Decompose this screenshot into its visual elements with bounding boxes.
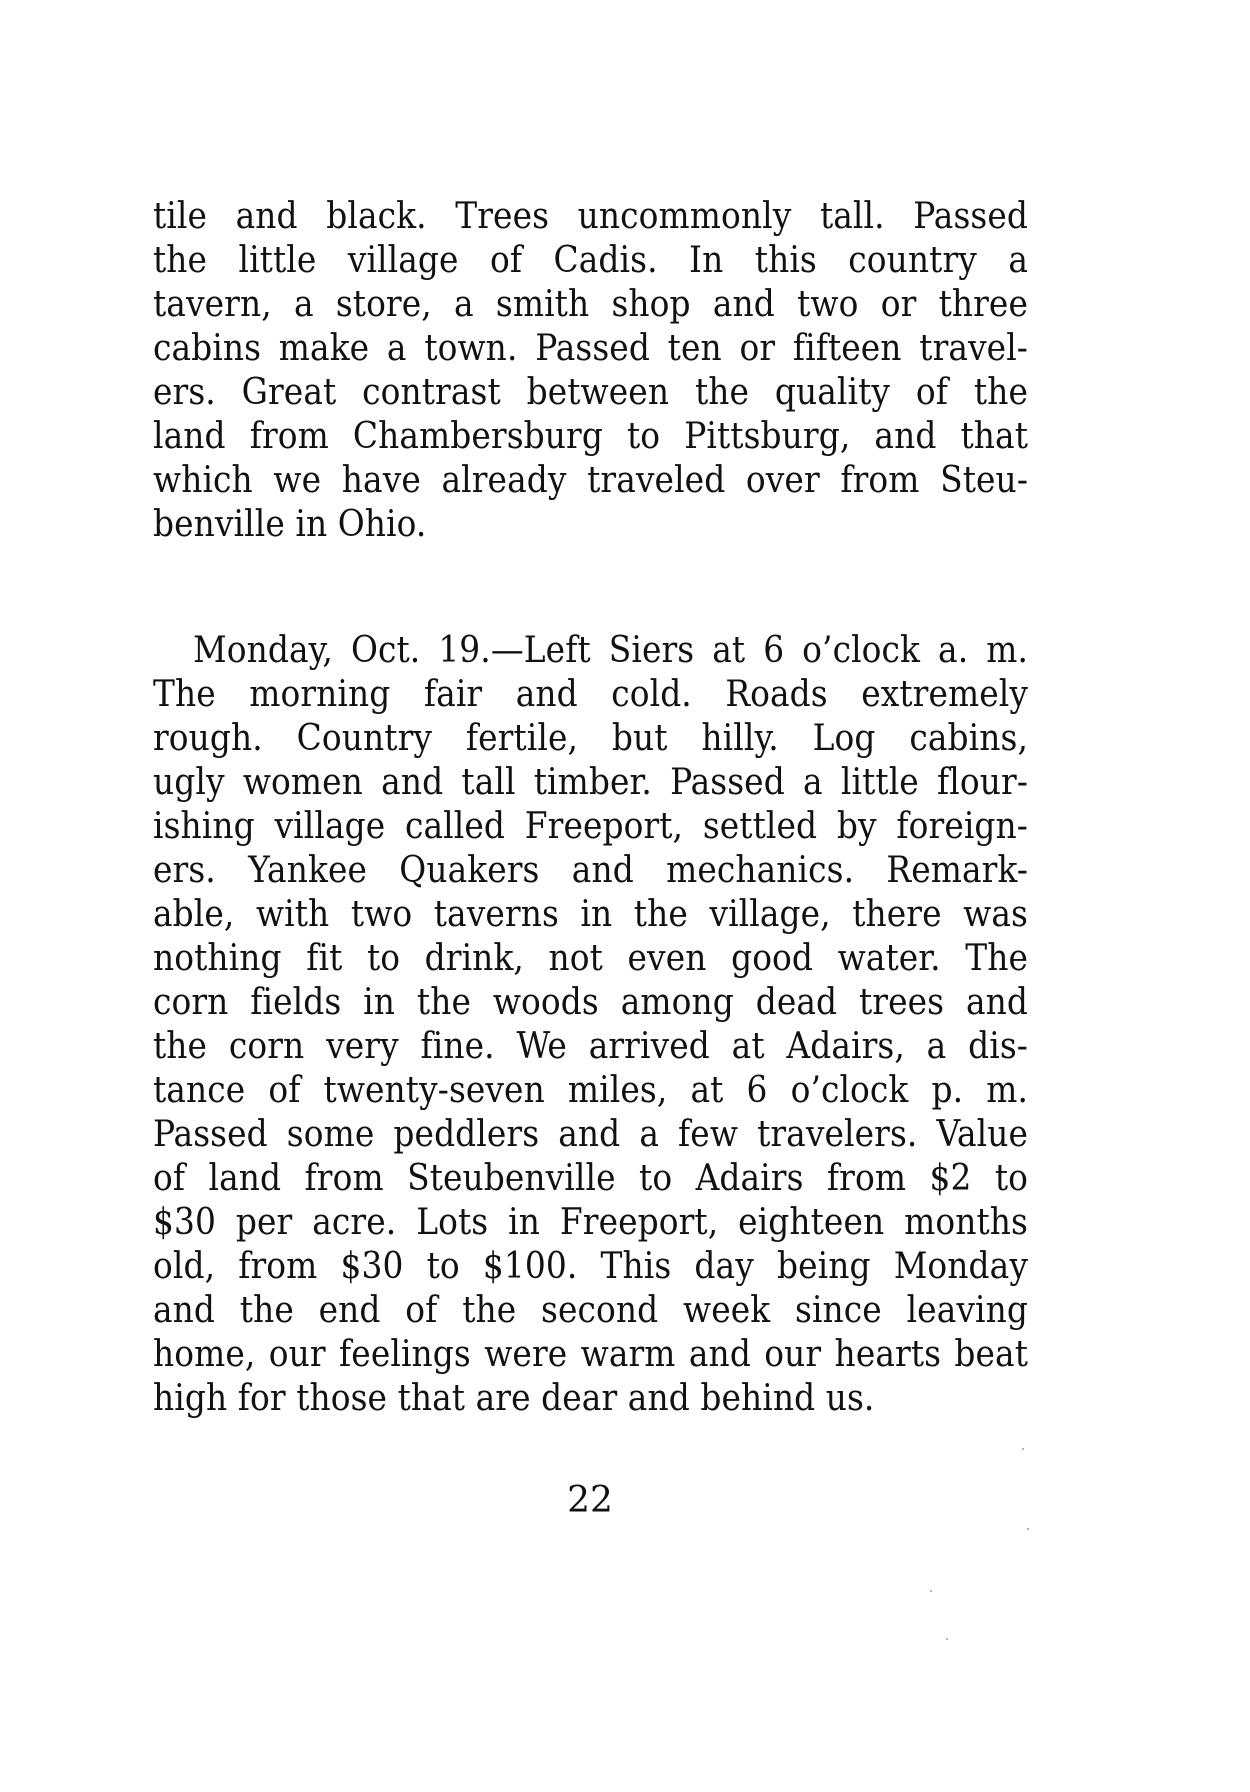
text-line: benville in Ohio. [153, 502, 427, 545]
text-line: tile and black. Trees uncommonly tall. Passed [153, 194, 1028, 237]
text-line: land from Chambersburg to Pittsburg, and that [153, 414, 1028, 457]
paragraph-continued [153, 194, 1028, 546]
text-line: ishing village called Freeport, settled by foreign- [153, 804, 1028, 847]
paper-speck [930, 1590, 932, 1592]
text-line: of land from Steubenville to Adairs from $2 to [153, 1156, 1028, 1199]
paragraph-monday-oct-19 [153, 628, 1028, 1420]
text-line: nothing fit to drink, not even good water. The [153, 936, 1028, 979]
text-line: old, from $30 to $100. This day being Monday [153, 1244, 1028, 1287]
text-line: ers. Yankee Quakers and mechanics. Remark- [153, 848, 1028, 891]
text-line: ugly women and tall timber. Passed a little flour- [153, 760, 1028, 803]
text-line: cabins make a town. Passed ten or fifteen travel- [153, 326, 1028, 369]
text-line: and the end of the second week since leaving [153, 1288, 1028, 1331]
text-line: $30 per acre. Lots in Freeport, eighteen months [153, 1200, 1028, 1243]
text-line: The morning fair and cold. Roads extremely [153, 672, 1028, 715]
text-line: the corn very fine. We arrived at Adairs, a dis- [153, 1024, 1028, 1067]
text-line: tavern, a store, a smith shop and two or three [153, 282, 1028, 325]
paper-speck [1022, 1448, 1024, 1450]
text-line: high for those that are dear and behind us. [153, 1376, 875, 1419]
text-line: home, our feelings were warm and our hearts beat [153, 1332, 1028, 1375]
text-line: Monday, Oct. 19.—Left Siers at 6 o’clock a. m. [193, 628, 1028, 671]
text-line: ers. Great contrast between the quality of the [153, 370, 1028, 413]
page-number: 22 [567, 1480, 613, 1521]
text-line: tance of twenty-seven miles, at 6 o’clock p. m. [153, 1068, 1028, 1111]
text-line: corn fields in the woods among dead trees and [153, 980, 1028, 1023]
paper-speck [1027, 1528, 1029, 1530]
text-line: rough. Country fertile, but hilly. Log cabins, [153, 716, 1028, 759]
text-line: which we have already traveled over from Steu- [153, 458, 1028, 501]
paper-speck [946, 1638, 948, 1640]
text-line: the little village of Cadis. In this country a [153, 238, 1028, 281]
text-line: Passed some peddlers and a few travelers. Value [153, 1112, 1028, 1155]
text-line: able, with two taverns in the village, there was [153, 892, 1028, 935]
